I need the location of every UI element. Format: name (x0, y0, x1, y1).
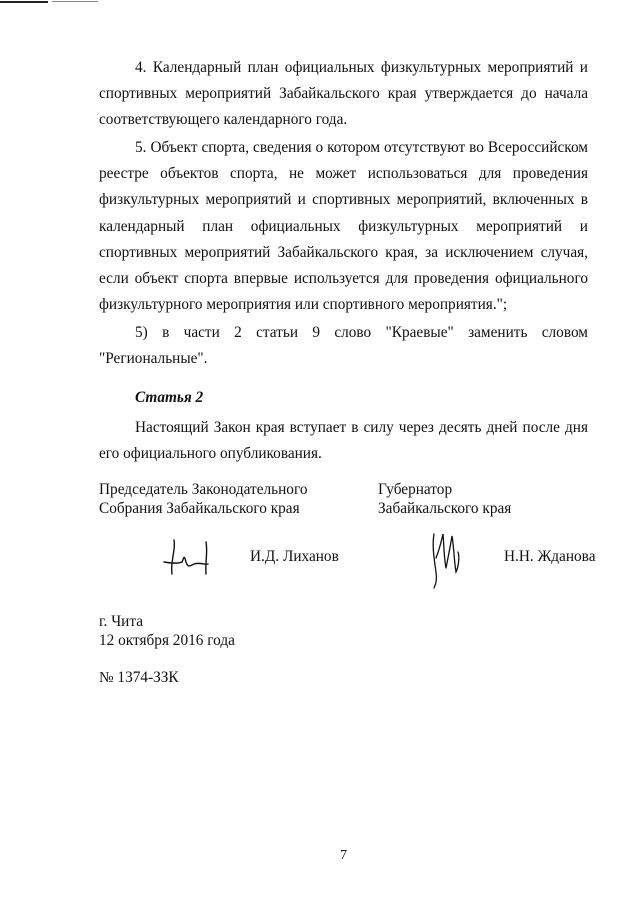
chairman-title (99, 480, 308, 518)
city: г. Чита (99, 613, 143, 630)
chairman-signature (160, 532, 220, 582)
scan-edge-mark (0, 1, 100, 4)
paragraph-amendment-5: 5) в части 2 статьи 9 слово "Краевые" заменить словом "Региональные". (99, 323, 588, 368)
chairman-name: И.Д. Лиханов (250, 548, 339, 565)
article-2-heading: Статья 2 (135, 389, 204, 407)
document-body (99, 55, 588, 467)
chairman-title-line-2: Собрания Забайкальского края (99, 500, 300, 517)
governor-name: Н.Н. Жданова (504, 548, 596, 565)
signing-date: 12 октября 2016 года (99, 632, 235, 649)
chairman-title-line-1: Председатель Законодательного (99, 481, 308, 498)
governor-signature (426, 528, 466, 590)
article-2-text: Настоящий Закон края вступает в силу через десять дней после дня его официального опубликования. (99, 419, 588, 463)
paragraph-item-5: 5. Объект спорта, сведения о котором отсутствуют во Всероссийском реестре объектов спорта, не может использоваться для проведения физкультурных мероприятий и спортивных мероприятий, включенных в календарный план официальных физкультурных мероприятий и спортивных мероприятий Забайкальского края, за исключением случая, если объект спорта впервые используется для проведения официального физкультурного мероприятия или спортивного мероприятия."; (99, 139, 588, 313)
governor-title-line-1: Губернатор (378, 481, 453, 498)
document-number: № 1374-ЗЗК (99, 669, 179, 686)
governor-title-line-2: Забайкальского края (378, 500, 512, 517)
page-number: 7 (340, 848, 347, 863)
paragraph-item-4: 4. Календарный план официальных физкультурных мероприятий и спортивных мероприятий Забайкальского края утверждается до начала соответствующего календарного года. (99, 59, 588, 129)
governor-title (378, 480, 511, 518)
place-and-date (99, 612, 235, 650)
